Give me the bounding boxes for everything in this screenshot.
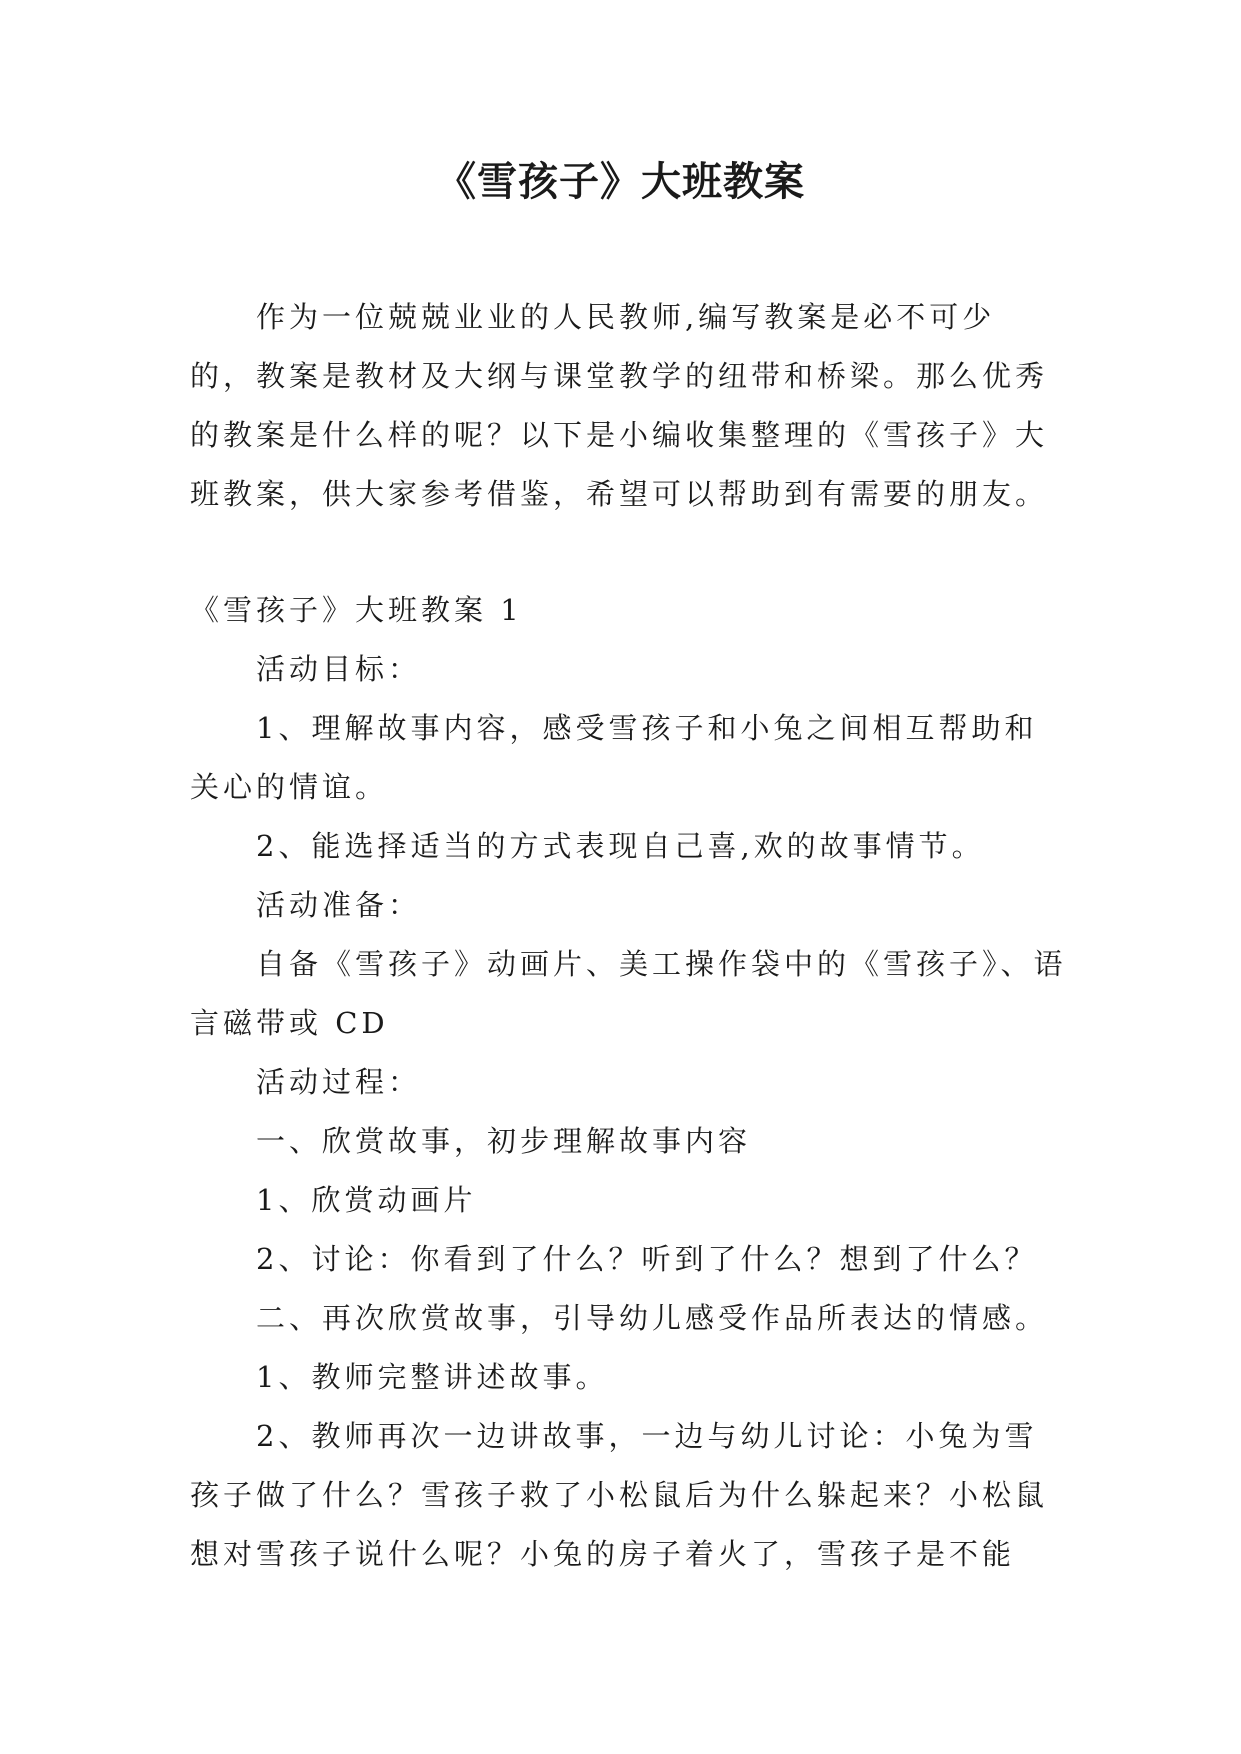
body-paragraph: 2、教师再次一边讲故事，一边与幼儿讨论：小兔为雪孩子做了什么？雪孩子救了小松鼠后为什么躲起来？小松鼠想对雪孩子说什么呢？小兔的房子着火了，雪孩子是不能 — [190, 1419, 1049, 1571]
intro-paragraph: 作为一位兢兢业业的人民教师,编写教案是必不可少的，教案是教材及大纲与课堂教学的纽带和桥梁。那么优秀的教案是什么样的呢？以下是小编收集整理的《雪孩子》大班教案，供大家参考借鉴，希望可以帮助到有需要的朋友。 — [190, 300, 1049, 511]
body-paragraph: 自备《雪孩子》动画片、美工操作袋中的《雪孩子》、语言磁带或 CD — [190, 947, 1067, 1040]
lesson-plan-body — [190, 581, 1070, 1584]
body-paragraph: 活动过程： — [256, 1065, 422, 1099]
body-paragraph: 活动目标： — [256, 652, 422, 686]
body-paragraph: 2、能选择适当的方式表现自己喜,欢的故事情节。 — [256, 829, 985, 863]
body-paragraph: 二、再次欣赏故事，引导幼儿感受作品所表达的情感。 — [256, 1301, 1049, 1335]
body-paragraph: 2、讨论：你看到了什么？听到了什么？想到了什么？ — [256, 1242, 1038, 1276]
body-paragraph: 1、教师完整讲述故事。 — [256, 1360, 609, 1394]
body-paragraph: 活动准备： — [256, 888, 422, 922]
body-paragraph: 一、欣赏故事，初步理解故事内容 — [256, 1124, 752, 1158]
body-paragraph: 1、理解故事内容，感受雪孩子和小兔之间相互帮助和关心的情谊。 — [190, 711, 1038, 804]
body-paragraph: 1、欣赏动画片 — [256, 1183, 477, 1217]
document-title: 《雪孩子》大班教案 — [436, 159, 805, 205]
section-heading: 《雪孩子》大班教案 1 — [190, 593, 523, 627]
